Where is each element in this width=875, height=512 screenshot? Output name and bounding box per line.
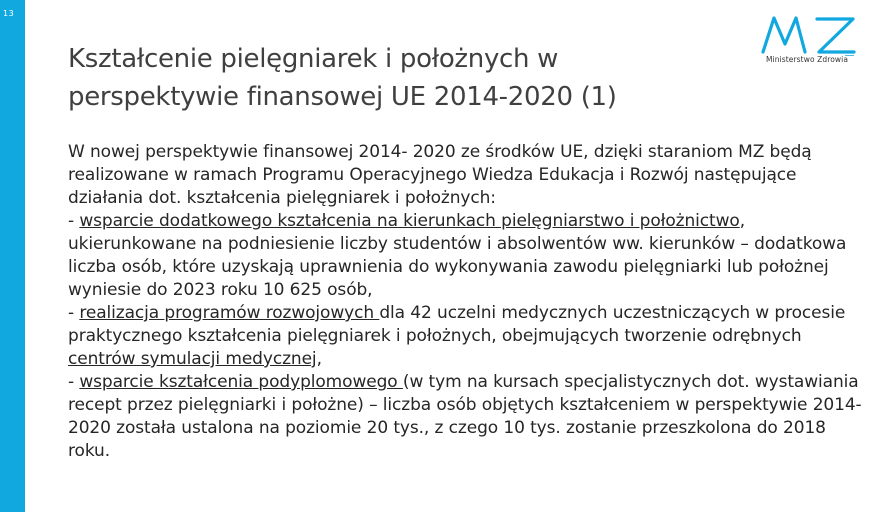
ministerstwo-zdrowia-logo <box>757 14 857 68</box>
list-item-2-middle: dla 42 uczelni medycznych uczestniczących w procesie praktycznego kształcenia pielęgniarek i położnych, obejmujących tworzenie odrębnych <box>68 303 846 346</box>
list-item-1-dash: - <box>68 211 80 231</box>
list-item-2-rest: , <box>316 349 322 369</box>
list-item-1 <box>68 210 868 302</box>
title-line-2: perspektywie finansowej UE 2014-2020 (1) <box>68 82 617 112</box>
list-item-1-rest: , ukierunkowane na podniesienie liczby studentów i absolwentów ww. kierunków – dodatkowa liczba osób, które uzyskają uprawnienia do wykonywania zawodu pielęgniarki lub położnej wyniesie do 2023 roku 10 625 osób, <box>68 211 847 300</box>
body-text <box>68 141 868 463</box>
list-item-3 <box>68 371 868 463</box>
mz-logo-mark <box>757 14 857 56</box>
list-item-2-underlined: realizacja programów rozwojowych <box>79 303 380 323</box>
list-item-1-underlined: wsparcie dodatkowego kształcenia na kierunkach pielęgniarstwo i położnictwo <box>79 211 740 231</box>
list-item-2-dash: - <box>68 303 80 323</box>
page-title <box>68 40 748 116</box>
list-item-3-underlined: wsparcie kształcenia podyplomowego <box>79 372 403 392</box>
list-item-3-dash: - <box>68 372 80 392</box>
side-accent-bar <box>0 0 25 512</box>
slide-number: 13 <box>3 9 15 18</box>
logo-text: Ministerstwo Zdrowia <box>765 55 849 64</box>
list-item-2-underlined-2: centrów symulacji medycznej <box>68 349 317 369</box>
title-line-1: Kształcenie pielęgniarek i położnych w <box>68 44 559 74</box>
intro-paragraph: W nowej perspektywie finansowej 2014- 2020 ze środków UE, dzięki staraniom MZ będą realizowane w ramach Programu Operacyjnego Wiedza Edukacja i Rozwój następujące działania dot. kształcenia pielęgniarek i położnych: <box>68 142 812 208</box>
list-item-3-rest: (w tym na kursach specjalistycznych dot. wystawiania recept przez pielęgniarki i położne) – liczba osób objętych kształceniem w perspektywie 2014-2020 została ustalona na poziomie 20 tys., z czego 10 tys. zostanie przeszkolona do 2018 roku. <box>68 372 862 461</box>
list-item-2 <box>68 302 868 371</box>
